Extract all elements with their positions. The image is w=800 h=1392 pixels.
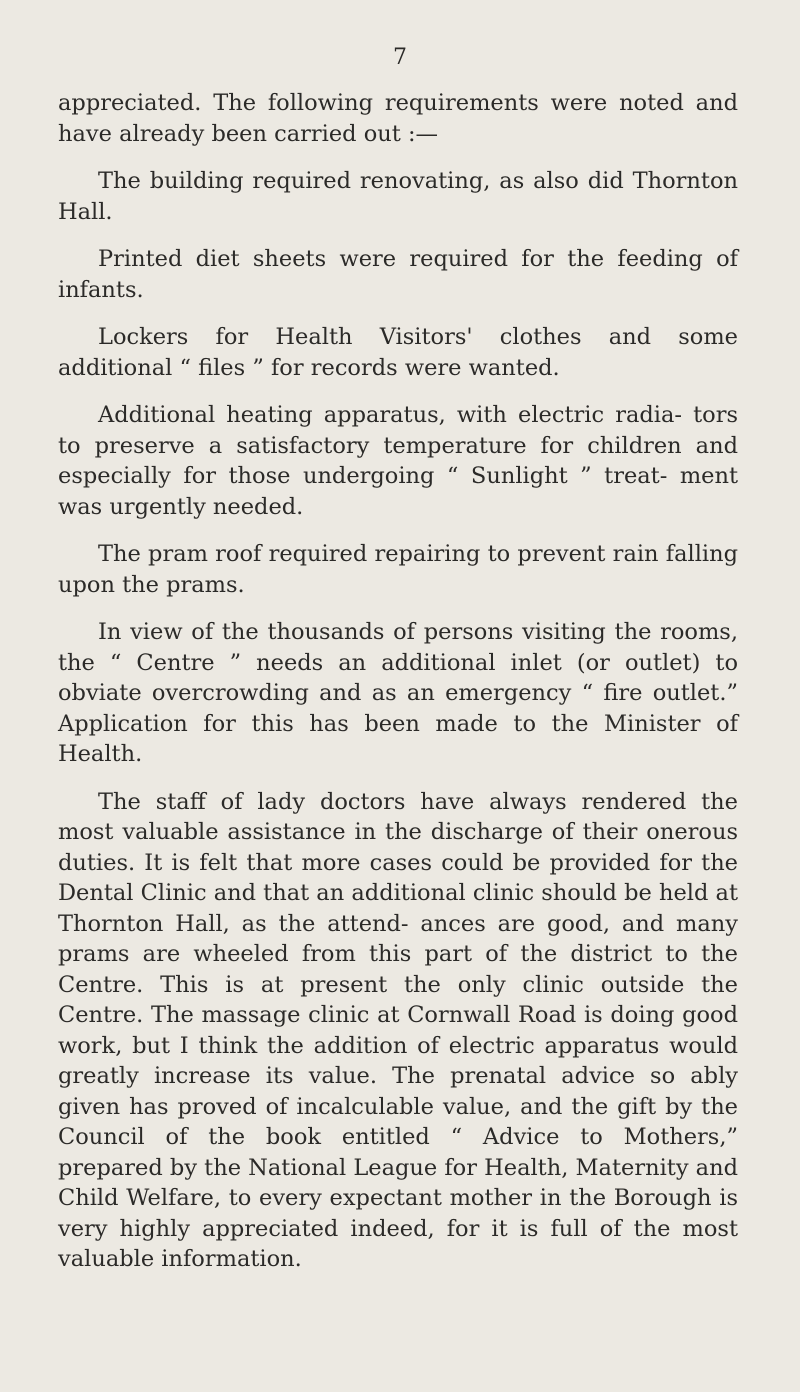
paragraph-lockers: Lockers for Health Visitors' clothes and some additional “ files ” for records were wanted. bbox=[58, 324, 738, 381]
paragraph-heating: Additional heating apparatus, with electric radia- tors to preserve a satisfactory temperature for children and especially for those undergoing “ Sunlight ” treat- ment was urgently needed. bbox=[58, 402, 738, 520]
paragraph-building-renovation: The building required renovating, as also did Thornton Hall. bbox=[58, 168, 738, 225]
body-text bbox=[58, 88, 738, 1292]
page-number: 7 bbox=[393, 45, 407, 70]
paragraph-pram-roof: The pram roof required repairing to prevent rain falling upon the prams. bbox=[58, 541, 738, 598]
paragraph-fire-outlet: In view of the thousands of persons visiting the rooms, the “ Centre ” needs an additional inlet (or outlet) to obviate overcrowding and as an emergency “ fire outlet.” Application for this has been made to the Minister of Health. bbox=[58, 619, 738, 767]
paragraph-diet-sheets: Printed diet sheets were required for the feeding of infants. bbox=[58, 246, 738, 303]
paragraph-staff-and-clinics: The staff of lady doctors have always rendered the most valuable assistance in the discharge of their onerous duties. It is felt that more cases could be provided for the Dental Clinic and that an additional clinic should be held at Thornton Hall, as the attend- ances are good, and many prams are wheeled from this part of the district to the Centre. This is at present the only clinic outside the Centre. The massage clinic at Cornwall Road is doing good work, but I think the addition of electric apparatus would greatly increase its value. The prenatal advice so ably given has proved of incalculable value, and the gift by the Council of the book entitled “ Advice to Mothers,” prepared by the National League for Health, Maternity and Child Welfare, to every expectant mother in the Borough is very highly appreciated indeed, for it is full of the most valuable information. bbox=[58, 788, 738, 1272]
paragraph-continued: appreciated. The following requirements were noted and have already been carried out :— bbox=[58, 90, 738, 147]
